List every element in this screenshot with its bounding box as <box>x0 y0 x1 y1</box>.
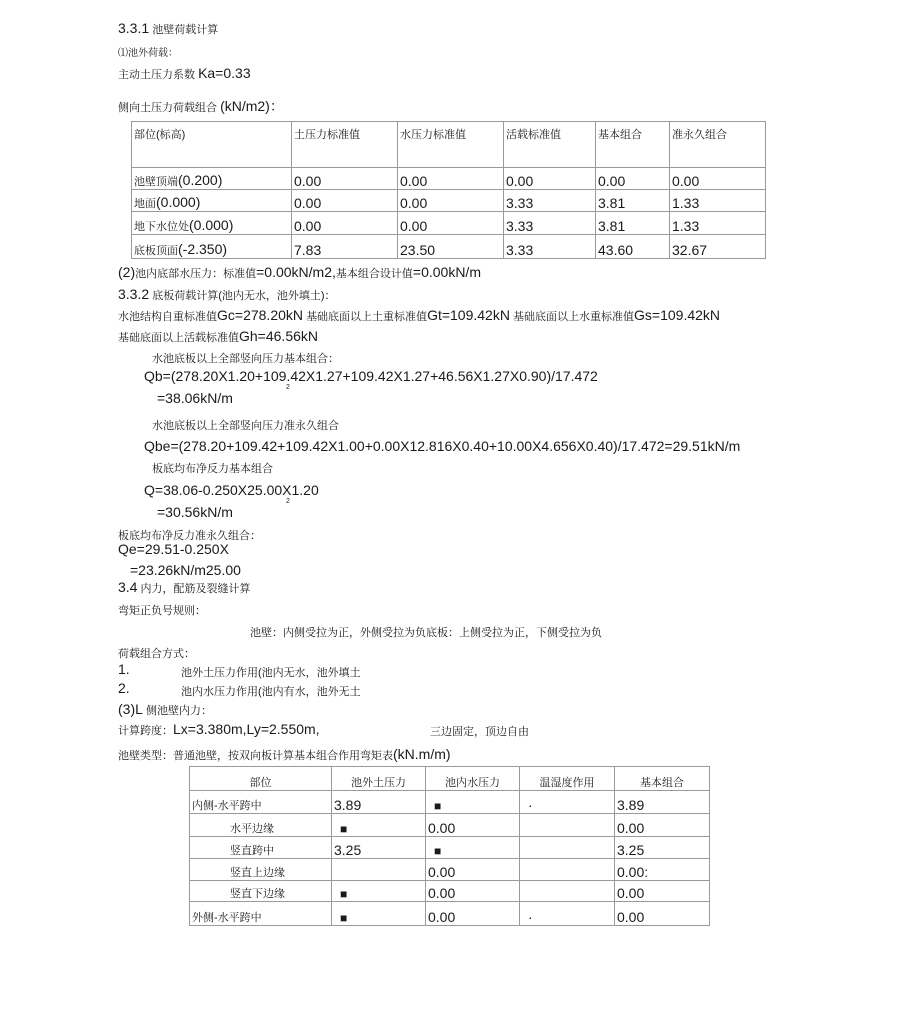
row-label: 外侧-水平跨中 <box>190 902 332 926</box>
header-cell: 土压力标准值 <box>292 122 398 168</box>
moment-table <box>189 766 710 926</box>
combo-text: 池外土压力作用(池内无水，池外填土 <box>181 667 361 679</box>
header-cell: 活载标准值 <box>504 122 596 168</box>
q-formula: Q=38.06-0.250X25.00X1.20 <box>144 482 319 498</box>
row-label: 地下水位处(0.000) <box>132 212 292 235</box>
table-cell: 3.81 <box>596 190 670 212</box>
lateral-pressure-table <box>131 121 766 259</box>
table-cell: 0.00 <box>615 881 710 902</box>
table-cell: 0.00 <box>426 902 520 926</box>
table-cell: · <box>520 791 615 814</box>
qbe-title: 水池底板以上全部竖向压力准永久组合 <box>152 420 339 432</box>
qb-result: =38.06kN/m <box>157 390 233 406</box>
table-row <box>132 168 766 190</box>
table-cell: 0.00: <box>615 859 710 881</box>
header-cell: 基本组合 <box>596 122 670 168</box>
header-cell: 基本组合 <box>615 767 710 791</box>
table-cell: 0.00 <box>426 814 520 837</box>
row-label: 地面(0.000) <box>132 190 292 212</box>
table-cell <box>520 814 615 837</box>
section-heading-3-4: 3.4 内力，配筋及裂缝计算 <box>118 579 251 595</box>
table-cell: 3.25 <box>615 837 710 859</box>
table-cell: 3.89 <box>615 791 710 814</box>
ka-line: 主动土压力系数 Ka=0.33 <box>118 65 251 81</box>
qbe-formula: Qbe=(278.20+109.42+109.42X1.00+0.00X12.816X0.40+10.00X4.656X0.40)/17.472=29.51kN/m <box>144 438 741 454</box>
q-result: =30.56kN/m <box>157 504 233 520</box>
table-cell: 0.00 <box>615 902 710 926</box>
table-row <box>132 212 766 235</box>
table-cell <box>520 837 615 859</box>
self-weight-line: 水池结构自重标准值Gc=278.20kN 基础底面以上土重标准值Gt=109.42kN 基础底面以上水重标准值Gs=109.42kN <box>118 307 721 323</box>
row-label: 竖直上边缘 <box>190 859 332 881</box>
table-cell <box>520 881 615 902</box>
table-cell: ■ <box>332 881 426 902</box>
table-cell: 43.60 <box>596 235 670 259</box>
table-cell: ■ <box>426 837 520 859</box>
table-cell: 0.00 <box>292 212 398 235</box>
q-superscript: 2 <box>286 498 290 505</box>
header-cell: 温湿度作用 <box>520 767 615 791</box>
table-cell: 0.00 <box>292 168 398 190</box>
header-cell: 部位(标高) <box>132 122 292 168</box>
table-cell: 32.67 <box>670 235 766 259</box>
inner-water-pressure-line: (2)池内底部水压力：标准值=0.00kN/m2,基本组合设计值=0.00kN/m <box>118 264 481 280</box>
table-cell: 3.33 <box>504 212 596 235</box>
table-cell <box>520 859 615 881</box>
table-row <box>190 881 710 902</box>
table-cell: 0.00 <box>426 859 520 881</box>
sign-rule-title: 弯矩正负号规则： <box>118 605 206 617</box>
table-row <box>190 859 710 881</box>
section-heading-3-3-2: 3.3.2 底板荷载计算(池内无水，池外填土)： <box>118 286 336 302</box>
qe-title: 板底均布净反力准永久组合： <box>118 530 261 542</box>
section-heading-3-3-1: 3.3.1 池壁荷载计算 <box>118 20 219 36</box>
q-title: 板底均布净反力基本组合 <box>152 463 273 475</box>
table-cell: 0.00 <box>504 168 596 190</box>
row-label: 内侧-水平跨中 <box>190 791 332 814</box>
table-row <box>190 837 710 859</box>
combo-number: 1. <box>118 661 130 677</box>
table-cell: 3.25 <box>332 837 426 859</box>
table-cell: 7.83 <box>292 235 398 259</box>
table-cell: 0.00 <box>398 190 504 212</box>
row-label: 底板顶面(-2.350) <box>132 235 292 259</box>
row-label: 竖直下边缘 <box>190 881 332 902</box>
table-row <box>132 190 766 212</box>
table-row <box>190 791 710 814</box>
row-label: 池壁顶端(0.200) <box>132 168 292 190</box>
table-cell: 3.33 <box>504 235 596 259</box>
row-label: 竖直跨中 <box>190 837 332 859</box>
qb-superscript: 2 <box>286 384 290 391</box>
lateral-pressure-title: 侧向土压力荷载组合 (kN/m2)： <box>118 98 284 114</box>
table-cell: 0.00 <box>398 168 504 190</box>
table-cell: ■ <box>332 814 426 837</box>
table-cell: 3.89 <box>332 791 426 814</box>
table-cell: ■ <box>332 902 426 926</box>
span-line: 计算跨度：Lx=3.380m,Ly=2.550m, <box>118 721 320 737</box>
table-header-row <box>190 767 710 791</box>
table-cell: 0.00 <box>615 814 710 837</box>
side-wall-heading: (3)L 侧池壁内力： <box>118 701 212 717</box>
sign-rule-text: 池壁：内侧受拉为正，外侧受拉为负底板：上侧受拉为正，下侧受拉为负 <box>250 627 602 639</box>
boundary-note: 三边固定，顶边自由 <box>430 726 529 738</box>
table-row <box>132 235 766 259</box>
table-cell: 0.00 <box>398 212 504 235</box>
table-cell <box>332 859 426 881</box>
table-row <box>190 814 710 837</box>
table-cell: 23.50 <box>398 235 504 259</box>
table-cell: 0.00 <box>426 881 520 902</box>
qe-formula: Qe=29.51-0.250X <box>118 541 229 557</box>
combo-text: 池内水压力作用(池内有水，池外无土 <box>181 686 361 698</box>
combo-number: 2. <box>118 680 130 696</box>
wall-type-line: 池壁类型：普通池壁，按双向板计算基本组合作用弯矩表(kN.m/m) <box>118 746 451 762</box>
header-cell: 水压力标准值 <box>398 122 504 168</box>
table-cell: 0.00 <box>670 168 766 190</box>
table-cell: 3.81 <box>596 212 670 235</box>
table-cell: 0.00 <box>596 168 670 190</box>
table-cell: 0.00 <box>292 190 398 212</box>
table-header-row <box>132 122 766 168</box>
header-cell: 池内水压力 <box>426 767 520 791</box>
table-cell: ■ <box>426 791 520 814</box>
qb-formula: Qb=(278.20X1.20+109.42X1.27+109.42X1.27+46.56X1.27X0.90)/17.472 <box>144 368 598 384</box>
qb-title: 水池底板以上全部竖向压力基本组合： <box>152 353 339 365</box>
table-cell: 1.33 <box>670 190 766 212</box>
row-label: 水平边缘 <box>190 814 332 837</box>
header-cell: 部位 <box>190 767 332 791</box>
table-row <box>190 902 710 926</box>
live-load-line: 基础底面以上活载标准值Gh=46.56kN <box>118 328 318 344</box>
header-cell: 池外土压力 <box>332 767 426 791</box>
header-cell: 准永久组合 <box>670 122 766 168</box>
table-cell: 3.33 <box>504 190 596 212</box>
combo-title: 荷载组合方式： <box>118 648 195 660</box>
table-cell: 1.33 <box>670 212 766 235</box>
table-cell: · <box>520 902 615 926</box>
qe-result: =23.26kN/m25.00 <box>130 562 241 578</box>
outer-load-item: ⑴池外荷载： <box>118 48 178 59</box>
